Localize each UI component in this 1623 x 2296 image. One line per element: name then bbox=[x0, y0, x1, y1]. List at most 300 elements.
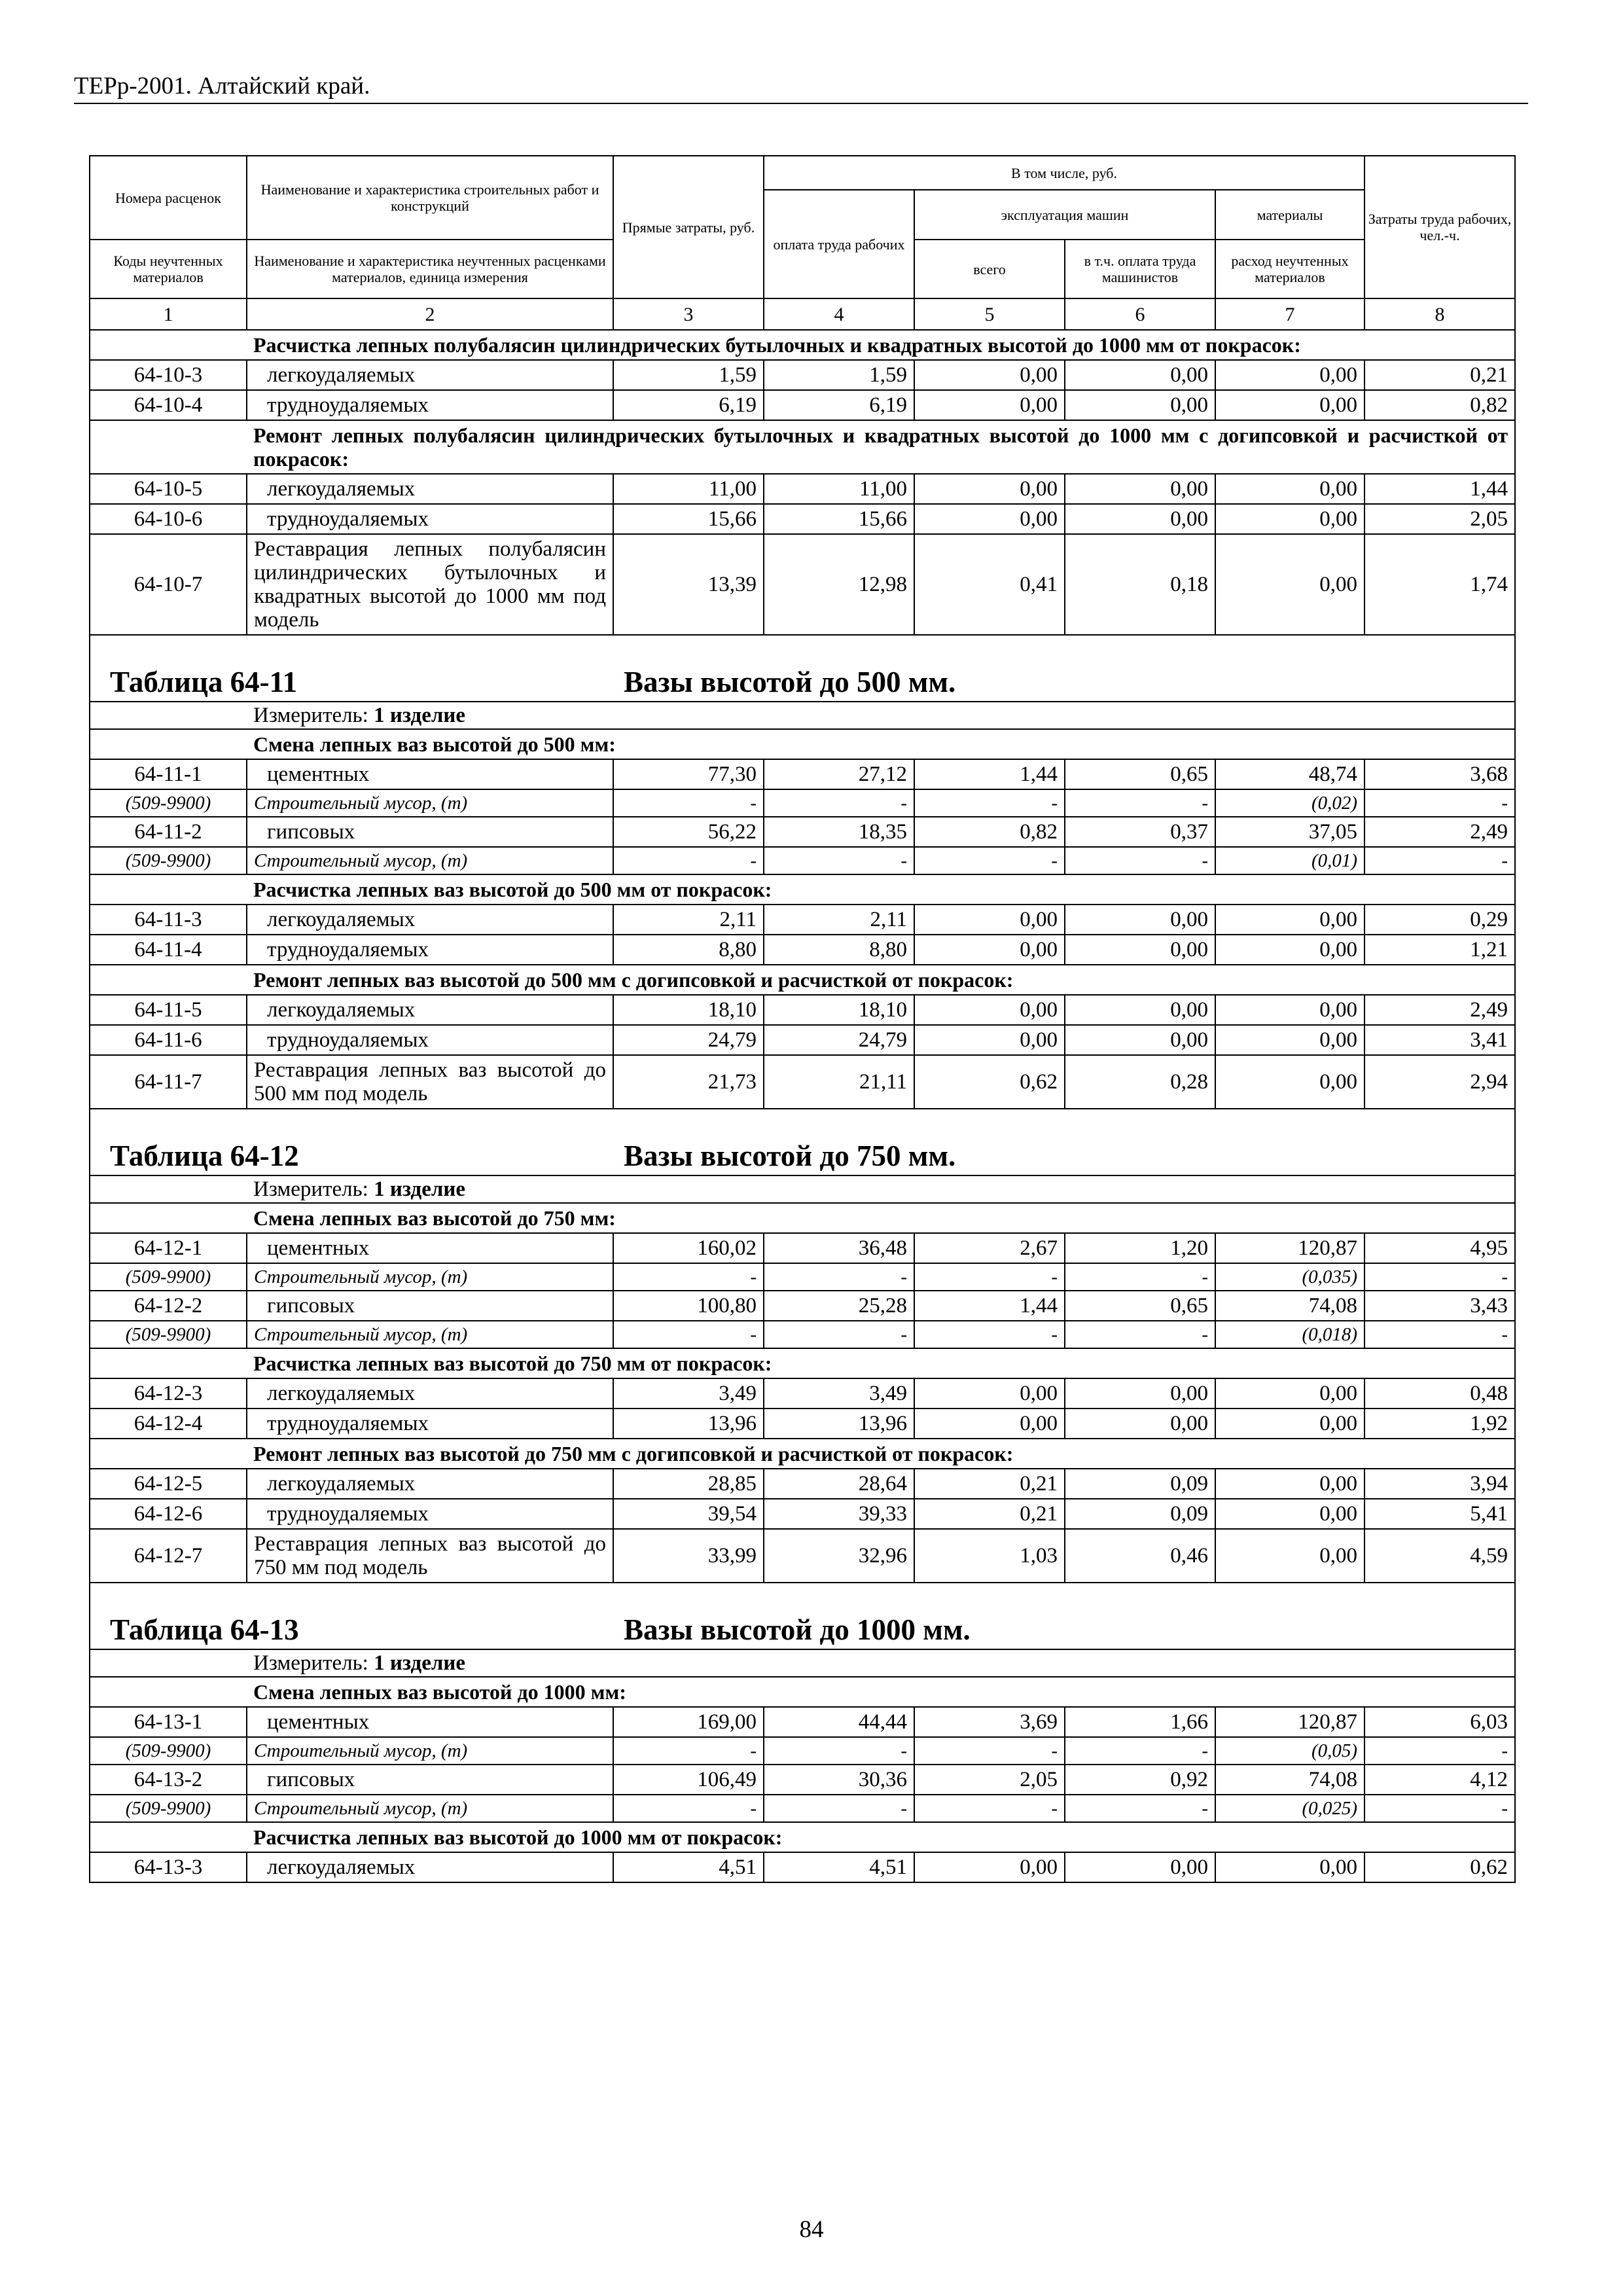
rate-value: 4,95 bbox=[1364, 1233, 1515, 1263]
rate-value: 0,00 bbox=[1215, 1408, 1364, 1439]
table-row bbox=[90, 1499, 1515, 1529]
rate-value: 0,00 bbox=[914, 474, 1065, 504]
rate-value: 0,00 bbox=[1215, 1529, 1364, 1583]
col-num: 6 bbox=[1065, 298, 1215, 330]
rate-value: 0,00 bbox=[1065, 504, 1215, 534]
rate-value: 1,21 bbox=[1364, 935, 1515, 965]
col-num: 5 bbox=[914, 298, 1065, 330]
rate-value: 2,67 bbox=[914, 1233, 1065, 1263]
rate-name: цементных bbox=[247, 759, 613, 789]
th-work-name: Наименование и характеристика строительных работ и конструкций bbox=[247, 156, 613, 240]
table-row bbox=[90, 1233, 1515, 1263]
table-row bbox=[90, 1378, 1515, 1408]
table-row bbox=[90, 1469, 1515, 1499]
rate-code: 64-12-7 bbox=[90, 1529, 247, 1583]
rate-value: 0,37 bbox=[1065, 817, 1215, 847]
rate-value: 0,82 bbox=[1364, 390, 1515, 420]
material-row bbox=[90, 1263, 1515, 1291]
rate-value: 0,00 bbox=[1215, 1499, 1364, 1529]
rate-value: 0,00 bbox=[1215, 504, 1364, 534]
rate-value: 0,00 bbox=[914, 1852, 1065, 1882]
rate-value: 0,00 bbox=[1215, 390, 1364, 420]
material-value: - bbox=[1364, 789, 1515, 817]
rate-value: 0,00 bbox=[1065, 935, 1215, 965]
col-num: 3 bbox=[613, 298, 764, 330]
material-value: - bbox=[1065, 789, 1215, 817]
rate-value: 0,00 bbox=[1065, 905, 1215, 935]
table-row bbox=[90, 1025, 1515, 1055]
rate-code: 64-11-6 bbox=[90, 1025, 247, 1055]
table-row bbox=[90, 360, 1515, 390]
rate-value: 1,59 bbox=[764, 360, 914, 390]
material-value: (0,02) bbox=[1215, 789, 1364, 817]
rate-value: 13,96 bbox=[613, 1408, 764, 1439]
rate-value: 15,66 bbox=[613, 504, 764, 534]
material-name: Строительный мусор, (т) bbox=[247, 847, 613, 874]
rate-code: 64-10-3 bbox=[90, 360, 247, 390]
section-spacer bbox=[90, 1677, 247, 1707]
rate-value: 0,46 bbox=[1065, 1529, 1215, 1583]
section-row bbox=[90, 1203, 1515, 1233]
material-name: Строительный мусор, (т) bbox=[247, 789, 613, 817]
table-body bbox=[90, 330, 1515, 1882]
table-title bbox=[90, 1109, 1515, 1175]
rate-value: 56,22 bbox=[613, 817, 764, 847]
measure-label: Измеритель: bbox=[253, 1651, 368, 1675]
material-value: - bbox=[613, 847, 764, 874]
material-value: - bbox=[764, 1795, 914, 1822]
table-title-row bbox=[90, 1583, 1515, 1649]
table-header bbox=[90, 156, 1515, 330]
table-title bbox=[90, 635, 1515, 702]
rate-value: 0,62 bbox=[1364, 1852, 1515, 1882]
th-incl-drivers: в т.ч. оплата труда машинистов bbox=[1065, 240, 1215, 298]
rate-value: 0,00 bbox=[914, 360, 1065, 390]
material-value: - bbox=[1364, 1737, 1515, 1765]
section-heading: Смена лепных ваз высотой до 500 мм: bbox=[247, 729, 1515, 759]
rate-value: 0,41 bbox=[914, 534, 1065, 635]
rate-value: 0,00 bbox=[1215, 360, 1364, 390]
rate-value: 3,69 bbox=[914, 1707, 1065, 1737]
rate-value: 0,00 bbox=[1065, 360, 1215, 390]
rate-value: 0,00 bbox=[1065, 1852, 1215, 1882]
material-value: - bbox=[613, 789, 764, 817]
rate-code: 64-12-1 bbox=[90, 1233, 247, 1263]
measure-label: Измеритель: bbox=[253, 704, 368, 727]
rate-value: 0,62 bbox=[914, 1055, 1065, 1109]
section-spacer bbox=[90, 330, 247, 360]
col-num: 4 bbox=[764, 298, 914, 330]
material-value: - bbox=[914, 1795, 1065, 1822]
rate-value: 1,44 bbox=[914, 1291, 1065, 1321]
material-value: - bbox=[1065, 1737, 1215, 1765]
rate-value: 0,21 bbox=[914, 1499, 1065, 1529]
rate-value: 0,00 bbox=[914, 905, 1065, 935]
rate-value: 1,44 bbox=[1364, 474, 1515, 504]
rate-value: 4,51 bbox=[764, 1852, 914, 1882]
section-row bbox=[90, 330, 1515, 360]
rate-name: трудноудаляемых bbox=[247, 1025, 613, 1055]
th-codes: Коды неучтенных материалов bbox=[90, 240, 247, 298]
rate-value: 0,00 bbox=[1065, 1408, 1215, 1439]
rate-value: 3,43 bbox=[1364, 1291, 1515, 1321]
rate-value: 0,21 bbox=[914, 1469, 1065, 1499]
rate-name: легкоудаляемых bbox=[247, 1469, 613, 1499]
material-name: Строительный мусор, (т) bbox=[247, 1737, 613, 1765]
rate-value: 21,73 bbox=[613, 1055, 764, 1109]
rate-code: 64-11-2 bbox=[90, 817, 247, 847]
rate-value: 74,08 bbox=[1215, 1291, 1364, 1321]
measure-value: 1 изделие bbox=[374, 1177, 466, 1201]
col-num: 8 bbox=[1364, 298, 1515, 330]
th-total: всего bbox=[914, 240, 1065, 298]
rate-name: гипсовых bbox=[247, 1765, 613, 1795]
table-number: Таблица 64-13 bbox=[110, 1613, 299, 1646]
rate-value: 120,87 bbox=[1215, 1707, 1364, 1737]
table-row bbox=[90, 817, 1515, 847]
material-value: - bbox=[1364, 847, 1515, 874]
section-row bbox=[90, 1439, 1515, 1469]
column-numbers-row bbox=[90, 298, 1515, 330]
material-name: Строительный мусор, (т) bbox=[247, 1263, 613, 1291]
measure-value: 1 изделие bbox=[374, 1651, 466, 1675]
rate-value: 5,41 bbox=[1364, 1499, 1515, 1529]
table-row bbox=[90, 995, 1515, 1025]
material-value: - bbox=[613, 1795, 764, 1822]
rate-code: 64-13-1 bbox=[90, 1707, 247, 1737]
material-value: - bbox=[914, 1263, 1065, 1291]
rate-value: 0,00 bbox=[1215, 534, 1364, 635]
rate-value: 0,00 bbox=[1065, 1025, 1215, 1055]
rate-value: 24,79 bbox=[613, 1025, 764, 1055]
table-caption: Вазы высотой до 1000 мм. bbox=[624, 1613, 971, 1646]
rate-value: 1,92 bbox=[1364, 1408, 1515, 1439]
rate-code: 64-11-4 bbox=[90, 935, 247, 965]
rate-value: 4,12 bbox=[1364, 1765, 1515, 1795]
rate-value: 2,05 bbox=[914, 1765, 1065, 1795]
rate-code: 64-11-7 bbox=[90, 1055, 247, 1109]
material-value: - bbox=[764, 847, 914, 874]
rate-name: легкоудаляемых bbox=[247, 474, 613, 504]
material-value: - bbox=[764, 1321, 914, 1348]
rate-value: 106,49 bbox=[613, 1765, 764, 1795]
rate-value: 4,51 bbox=[613, 1852, 764, 1882]
table-title-row bbox=[90, 635, 1515, 702]
material-value: - bbox=[613, 1737, 764, 1765]
material-value: - bbox=[764, 1263, 914, 1291]
material-value: (0,01) bbox=[1215, 847, 1364, 874]
rate-value: 0,00 bbox=[1215, 1469, 1364, 1499]
rate-value: 3,41 bbox=[1364, 1025, 1515, 1055]
rate-value: 1,44 bbox=[914, 759, 1065, 789]
rate-value: 77,30 bbox=[613, 759, 764, 789]
rate-value: 28,64 bbox=[764, 1469, 914, 1499]
material-value: - bbox=[914, 1321, 1065, 1348]
material-code: (509-9900) bbox=[90, 847, 247, 874]
rate-value: 13,96 bbox=[764, 1408, 914, 1439]
section-row bbox=[90, 1677, 1515, 1707]
section-heading: Ремонт лепных ваз высотой до 500 мм с догипсовкой и расчисткой от покрасок: bbox=[247, 965, 1515, 995]
rate-value: 0,00 bbox=[914, 1408, 1065, 1439]
rate-value: 0,09 bbox=[1065, 1469, 1215, 1499]
section-row bbox=[90, 1822, 1515, 1852]
rate-name: трудноудаляемых bbox=[247, 390, 613, 420]
rate-value: 11,00 bbox=[613, 474, 764, 504]
section-heading: Ремонт лепных полубалясин цилиндрических бутылочных и квадратных высотой до 1000 мм с догипсовкой и расчисткой от покрасок: bbox=[247, 420, 1515, 474]
rate-value: 3,49 bbox=[613, 1378, 764, 1408]
th-unaccounted: расход неучтенных материалов bbox=[1215, 240, 1364, 298]
measure-spacer bbox=[90, 702, 247, 729]
section-spacer bbox=[90, 1203, 247, 1233]
section-spacer bbox=[90, 874, 247, 905]
col-num: 1 bbox=[90, 298, 247, 330]
rate-value: 0,00 bbox=[914, 504, 1065, 534]
rate-name: гипсовых bbox=[247, 1291, 613, 1321]
table-row bbox=[90, 1408, 1515, 1439]
rate-value: 1,59 bbox=[613, 360, 764, 390]
rate-value: 6,03 bbox=[1364, 1707, 1515, 1737]
th-labor-pay: оплата труда рабочих bbox=[764, 190, 914, 298]
material-value: - bbox=[914, 847, 1065, 874]
measure-spacer bbox=[90, 1649, 247, 1677]
rate-name: легкоудаляемых bbox=[247, 1378, 613, 1408]
section-heading: Расчистка лепных полубалясин цилиндрических бутылочных и квадратных высотой до 1000 мм от покрасок: bbox=[247, 330, 1515, 360]
rate-name: трудноудаляемых bbox=[247, 935, 613, 965]
section-row bbox=[90, 874, 1515, 905]
rate-code: 64-12-4 bbox=[90, 1408, 247, 1439]
rate-value: 0,00 bbox=[914, 390, 1065, 420]
rate-value: 32,96 bbox=[764, 1529, 914, 1583]
measure-row bbox=[90, 1175, 1515, 1203]
rate-value: 48,74 bbox=[1215, 759, 1364, 789]
material-row bbox=[90, 1321, 1515, 1348]
rate-value: 8,80 bbox=[764, 935, 914, 965]
material-name: Строительный мусор, (т) bbox=[247, 1795, 613, 1822]
rate-value: 12,98 bbox=[764, 534, 914, 635]
rate-value: 1,03 bbox=[914, 1529, 1065, 1583]
material-row bbox=[90, 1795, 1515, 1822]
rate-code: 64-13-3 bbox=[90, 1852, 247, 1882]
material-code: (509-9900) bbox=[90, 1737, 247, 1765]
col-num: 7 bbox=[1215, 298, 1364, 330]
col-num: 2 bbox=[247, 298, 613, 330]
material-value: (0,018) bbox=[1215, 1321, 1364, 1348]
rate-name: гипсовых bbox=[247, 817, 613, 847]
section-heading: Расчистка лепных ваз высотой до 500 мм от покрасок: bbox=[247, 874, 1515, 905]
rate-value: 3,49 bbox=[764, 1378, 914, 1408]
rate-name: Реставрация лепных полубалясин цилиндрических бутылочных и квадратных высотой до 1000 мм под модель bbox=[247, 534, 613, 635]
table-row bbox=[90, 474, 1515, 504]
rate-code: 64-12-6 bbox=[90, 1499, 247, 1529]
rate-value: 2,11 bbox=[613, 905, 764, 935]
rate-name: цементных bbox=[247, 1233, 613, 1263]
material-value: - bbox=[1065, 1263, 1215, 1291]
table-title-row bbox=[90, 1109, 1515, 1175]
table-row bbox=[90, 1055, 1515, 1109]
rate-code: 64-12-3 bbox=[90, 1378, 247, 1408]
rate-code: 64-10-7 bbox=[90, 534, 247, 635]
rate-code: 64-11-3 bbox=[90, 905, 247, 935]
section-row bbox=[90, 965, 1515, 995]
material-row bbox=[90, 1737, 1515, 1765]
rate-value: 3,68 bbox=[1364, 759, 1515, 789]
rate-value: 100,80 bbox=[613, 1291, 764, 1321]
measure-cell bbox=[247, 1649, 1515, 1677]
page-number: 84 bbox=[799, 2216, 824, 2243]
material-value: - bbox=[1065, 1321, 1215, 1348]
rate-value: 0,65 bbox=[1065, 1291, 1215, 1321]
rate-code: 64-11-1 bbox=[90, 759, 247, 789]
rate-name: трудноудаляемых bbox=[247, 1499, 613, 1529]
material-code: (509-9900) bbox=[90, 789, 247, 817]
table-caption: Вазы высотой до 500 мм. bbox=[624, 666, 956, 698]
rate-value: 2,05 bbox=[1364, 504, 1515, 534]
table-row bbox=[90, 905, 1515, 935]
measure-cell bbox=[247, 1175, 1515, 1203]
material-name: Строительный мусор, (т) bbox=[247, 1321, 613, 1348]
rates-table-wrapper bbox=[89, 155, 1514, 1883]
th-machines: эксплуатация машин bbox=[914, 190, 1215, 240]
material-value: (0,025) bbox=[1215, 1795, 1364, 1822]
rate-value: 13,39 bbox=[613, 534, 764, 635]
material-value: - bbox=[1065, 1795, 1215, 1822]
rate-code: 64-10-4 bbox=[90, 390, 247, 420]
rate-value: 0,82 bbox=[914, 817, 1065, 847]
rate-value: 0,92 bbox=[1065, 1765, 1215, 1795]
rate-value: 3,94 bbox=[1364, 1469, 1515, 1499]
section-heading: Расчистка лепных ваз высотой до 750 мм от покрасок: bbox=[247, 1348, 1515, 1378]
table-row bbox=[90, 759, 1515, 789]
rate-value: 15,66 bbox=[764, 504, 914, 534]
measure-cell bbox=[247, 702, 1515, 729]
table-row bbox=[90, 1765, 1515, 1795]
table-row bbox=[90, 1707, 1515, 1737]
rate-name: легкоудаляемых bbox=[247, 360, 613, 390]
measure-value: 1 изделие bbox=[374, 704, 466, 727]
table-number: Таблица 64-12 bbox=[110, 1139, 299, 1172]
rate-value: 0,28 bbox=[1065, 1055, 1215, 1109]
rate-value: 0,00 bbox=[1215, 1055, 1364, 1109]
rate-value: 2,49 bbox=[1364, 995, 1515, 1025]
rate-value: 36,48 bbox=[764, 1233, 914, 1263]
rate-value: 0,00 bbox=[1215, 1378, 1364, 1408]
section-row bbox=[90, 729, 1515, 759]
rate-value: 160,02 bbox=[613, 1233, 764, 1263]
rate-code: 64-10-6 bbox=[90, 504, 247, 534]
rate-value: 2,49 bbox=[1364, 817, 1515, 847]
section-row bbox=[90, 420, 1515, 474]
material-value: - bbox=[764, 789, 914, 817]
rate-value: 18,10 bbox=[764, 995, 914, 1025]
rate-value: 0,00 bbox=[1065, 995, 1215, 1025]
measure-row bbox=[90, 702, 1515, 729]
rate-name: легкоудаляемых bbox=[247, 905, 613, 935]
th-in-total: В том числе, руб. bbox=[764, 156, 1364, 190]
table-row bbox=[90, 935, 1515, 965]
rate-value: 6,19 bbox=[764, 390, 914, 420]
rate-value: 0,00 bbox=[914, 1378, 1065, 1408]
material-value: (0,035) bbox=[1215, 1263, 1364, 1291]
rate-name: цементных bbox=[247, 1707, 613, 1737]
rate-name: трудноудаляемых bbox=[247, 1408, 613, 1439]
rate-value: 33,99 bbox=[613, 1529, 764, 1583]
th-material-name: Наименование и характеристика неучтенных расценками материалов, единица измерения bbox=[247, 240, 613, 298]
material-code: (509-9900) bbox=[90, 1263, 247, 1291]
rate-value: 169,00 bbox=[613, 1707, 764, 1737]
rate-value: 2,94 bbox=[1364, 1055, 1515, 1109]
rate-value: 0,00 bbox=[1215, 1025, 1364, 1055]
rate-value: 74,08 bbox=[1215, 1765, 1364, 1795]
rate-value: 30,36 bbox=[764, 1765, 914, 1795]
material-value: - bbox=[613, 1321, 764, 1348]
material-value: - bbox=[1364, 1321, 1515, 1348]
section-row bbox=[90, 1348, 1515, 1378]
page-header: ТЕРр-2001. Алтайский край. bbox=[74, 72, 1528, 104]
section-spacer bbox=[90, 965, 247, 995]
rate-value: 0,29 bbox=[1364, 905, 1515, 935]
th-rate-numbers: Номера расценок bbox=[90, 156, 247, 240]
material-value: - bbox=[914, 1737, 1065, 1765]
rate-value: 0,00 bbox=[914, 935, 1065, 965]
rate-value: 0,00 bbox=[914, 1025, 1065, 1055]
rate-value: 25,28 bbox=[764, 1291, 914, 1321]
table-caption: Вазы высотой до 750 мм. bbox=[624, 1139, 956, 1172]
material-value: - bbox=[1364, 1263, 1515, 1291]
rate-value: 1,74 bbox=[1364, 534, 1515, 635]
rate-value: 24,79 bbox=[764, 1025, 914, 1055]
rate-name: легкоудаляемых bbox=[247, 995, 613, 1025]
material-value: - bbox=[764, 1737, 914, 1765]
material-value: - bbox=[613, 1263, 764, 1291]
rate-value: 1,20 bbox=[1065, 1233, 1215, 1263]
rate-code: 64-12-5 bbox=[90, 1469, 247, 1499]
measure-spacer bbox=[90, 1175, 247, 1203]
material-row bbox=[90, 847, 1515, 874]
measure-row bbox=[90, 1649, 1515, 1677]
rate-value: 18,35 bbox=[764, 817, 914, 847]
rates-table bbox=[89, 155, 1516, 1883]
rate-value: 0,09 bbox=[1065, 1499, 1215, 1529]
material-value: (0,05) bbox=[1215, 1737, 1364, 1765]
table-title bbox=[90, 1583, 1515, 1649]
th-labor: Затраты труда рабочих, чел.-ч. bbox=[1364, 156, 1515, 298]
section-heading: Смена лепных ваз высотой до 750 мм: bbox=[247, 1203, 1515, 1233]
table-row bbox=[90, 504, 1515, 534]
rate-value: 4,59 bbox=[1364, 1529, 1515, 1583]
rate-code: 64-10-5 bbox=[90, 474, 247, 504]
rate-value: 0,00 bbox=[1215, 1852, 1364, 1882]
rate-value: 1,66 bbox=[1065, 1707, 1215, 1737]
rate-value: 44,44 bbox=[764, 1707, 914, 1737]
section-spacer bbox=[90, 420, 247, 474]
material-value: - bbox=[1364, 1795, 1515, 1822]
table-row bbox=[90, 534, 1515, 635]
rate-value: 0,00 bbox=[914, 995, 1065, 1025]
rate-value: 0,48 bbox=[1364, 1378, 1515, 1408]
material-value: - bbox=[1065, 847, 1215, 874]
section-heading: Расчистка лепных ваз высотой до 1000 мм от покрасок: bbox=[247, 1822, 1515, 1852]
rate-value: 2,11 bbox=[764, 905, 914, 935]
rate-code: 64-11-5 bbox=[90, 995, 247, 1025]
material-value: - bbox=[914, 789, 1065, 817]
rate-code: 64-12-2 bbox=[90, 1291, 247, 1321]
rate-value: 0,18 bbox=[1065, 534, 1215, 635]
rate-name: Реставрация лепных ваз высотой до 750 мм под модель bbox=[247, 1529, 613, 1583]
rate-value: 120,87 bbox=[1215, 1233, 1364, 1263]
rate-value: 0,65 bbox=[1065, 759, 1215, 789]
rate-name: легкоудаляемых bbox=[247, 1852, 613, 1882]
rate-value: 0,00 bbox=[1065, 390, 1215, 420]
